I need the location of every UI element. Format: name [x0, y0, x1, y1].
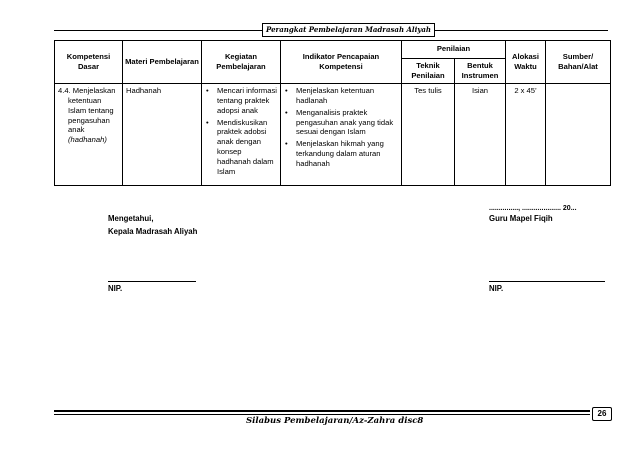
cell-materi: Hadhanah	[123, 84, 202, 186]
indikator-item-text: Menjelaskan ketentuan hadlanah	[296, 86, 375, 105]
cell-sumber	[546, 84, 611, 186]
indikator-item	[284, 139, 398, 169]
header-sumber: Sumber/ Bahan/Alat	[546, 41, 611, 84]
date-line: ..............., .................... 20...	[489, 205, 577, 212]
signature-line-right	[489, 281, 605, 282]
cell-teknik: Tes tulis	[402, 84, 455, 186]
kompetensi-number: 4.4.	[58, 86, 71, 95]
header-penilaian: Penilaian	[402, 41, 506, 59]
header-kompetensi: Kompetensi Dasar	[55, 41, 123, 84]
kompetensi-italic: (hadhanah)	[68, 135, 107, 145]
nip-left: NIP.	[108, 284, 123, 293]
signature-line-left	[108, 281, 196, 282]
footer-title: Silabus Pembelajaran/Az-Zahra disc8	[246, 416, 424, 426]
kompetensi-content	[58, 86, 119, 145]
kompetensi-text: Menjelaskan ketentuan Islam tentang pengasuhan anak	[68, 86, 116, 135]
cell-indikator	[281, 84, 402, 186]
header-title: Perangkat Pembelajaran Madrasah Aliyah	[262, 23, 435, 37]
cell-alokasi: 2 x 45’	[506, 84, 546, 186]
kegiatan-item-text: Mencari informasi tentang praktek adopsi anak	[217, 86, 277, 115]
bullet-icon: •	[285, 107, 288, 117]
indikator-item-text: Menganalisis praktek pengasuhan anak yang tidak sesuai dengan Islam	[296, 107, 394, 137]
indikator-item	[284, 86, 398, 106]
bullet-icon: •	[206, 117, 209, 127]
header-materi: Materi Pembelajaran	[123, 41, 202, 84]
footer-rule	[54, 410, 590, 412]
guru-mapel-label: Guru Mapel Fiqih	[489, 214, 553, 223]
indikator-item	[284, 108, 398, 138]
kegiatan-item-text: Mendiskusikan praktek adobsi anak dengan konsep hadhanah dalam Islam	[217, 117, 274, 176]
header-indikator: Indikator Pencapaian Kompetensi	[281, 41, 402, 84]
page-number: 26	[592, 407, 612, 421]
cell-kompetensi	[55, 84, 123, 186]
header-bentuk: Bentuk Instrumen	[455, 59, 506, 84]
mengetahui-label: Mengetahui,	[108, 214, 154, 223]
cell-kegiatan	[202, 84, 281, 186]
nip-right: NIP.	[489, 284, 504, 293]
kegiatan-item	[205, 86, 277, 116]
kegiatan-item	[205, 118, 277, 177]
cell-bentuk: Isian	[455, 84, 506, 186]
header-alokasi: Alokasi Waktu	[506, 41, 546, 84]
bullet-icon: •	[285, 86, 288, 95]
silabus-table	[54, 40, 611, 186]
kepala-madrasah-label: Kepala Madrasah Aliyah	[108, 227, 198, 236]
header-kegiatan: Kegiatan Pembelajaran	[202, 41, 281, 84]
bullet-icon: •	[206, 86, 209, 95]
indikator-item-text: Menjelaskan hikmah yang terkandung dalam aturan hadhanah	[296, 139, 384, 169]
bullet-icon: •	[285, 139, 288, 149]
header-teknik: Teknik Penilaian	[402, 59, 455, 84]
